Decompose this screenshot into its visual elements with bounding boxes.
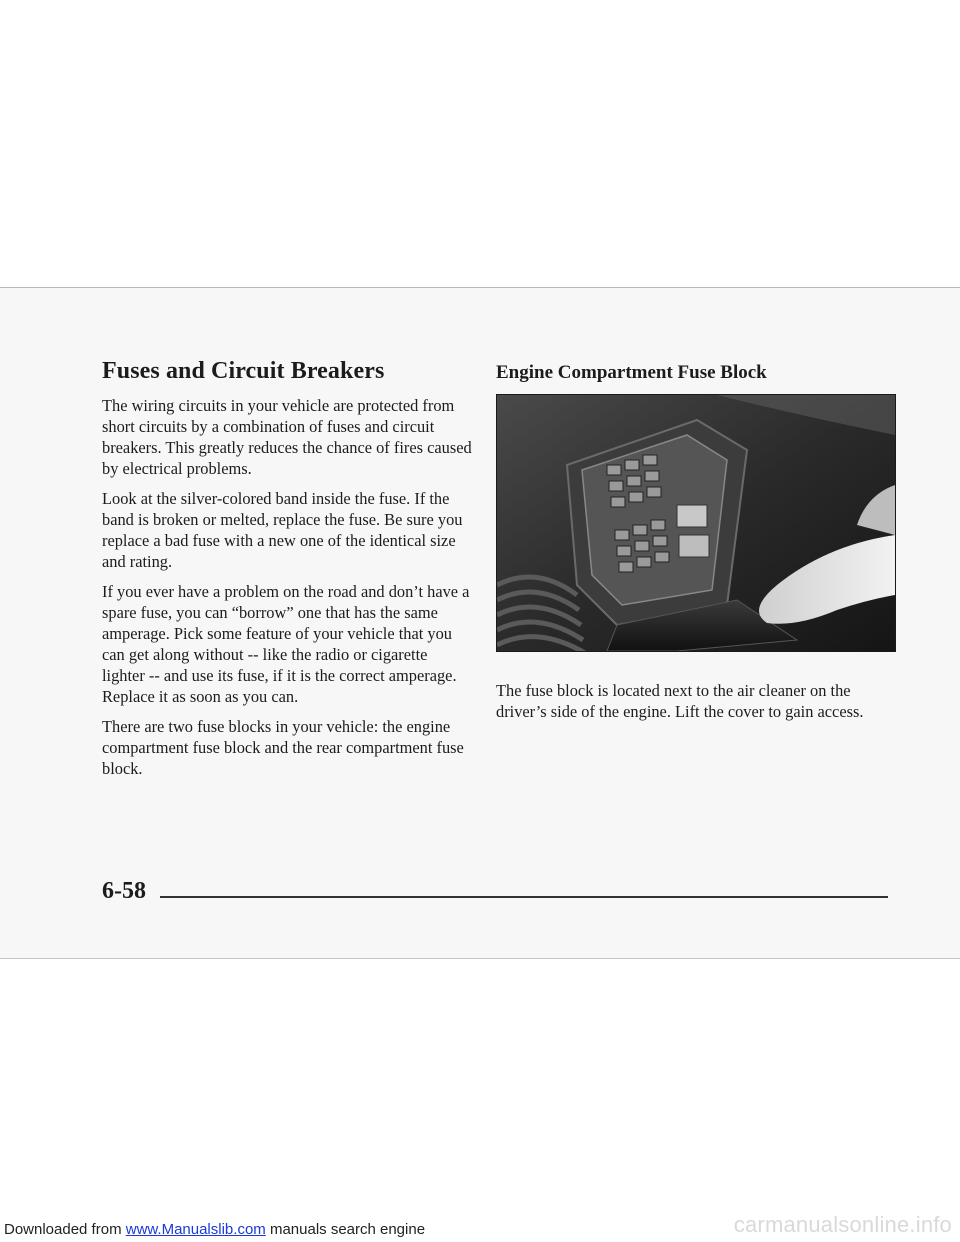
photo-caption: The fuse block is located next to the air cleaner on the driver’s side of the engine. Lift the cover to gain access. bbox=[496, 681, 864, 721]
paragraph-1: The wiring circuits in your vehicle are protected from short circuits by a combination of fuses and circuit breakers. This greatly reduces the chance of fires caused by electrical problems. bbox=[102, 396, 472, 478]
manualslib-link[interactable]: www.Manualslib.com bbox=[125, 1221, 266, 1238]
bottom-rule bbox=[0, 958, 960, 959]
footer-rule bbox=[160, 896, 888, 898]
fuse-block-illustration bbox=[497, 395, 895, 651]
banner-suffix: manuals search engine bbox=[265, 1221, 426, 1238]
banner-prefix: Downloaded from bbox=[4, 1221, 126, 1238]
fuse-block-photo bbox=[496, 394, 896, 652]
right-column bbox=[496, 358, 896, 738]
page-number: 6-58 bbox=[102, 878, 146, 904]
paragraph-4: There are two fuse blocks in your vehicle: the engine compartment fuse block and the rear compartment fuse block. bbox=[102, 717, 464, 778]
page-footer bbox=[102, 878, 888, 908]
left-column bbox=[102, 358, 472, 788]
section-title: Fuses and Circuit Breakers bbox=[102, 358, 385, 384]
download-banner bbox=[4, 1221, 425, 1238]
paragraph-3: If you ever have a problem on the road and don’t have a spare fuse, you can “borrow” one that has the same amperage. Pick some feature of your vehicle that you can get along without -- like the radio or cigarette lighter -- and use its fuse, if it is the correct amperage. Replace it as soon as you can. bbox=[102, 582, 470, 706]
subsection-title: Engine Compartment Fuse Block bbox=[496, 362, 767, 383]
paragraph-2: Look at the silver-colored band inside the fuse. If the band is broken or melted, replace the fuse. Be sure you replace a bad fuse with a new one of the identical size and rating. bbox=[102, 489, 463, 571]
watermark: carmanualsonline.info bbox=[733, 1212, 952, 1237]
